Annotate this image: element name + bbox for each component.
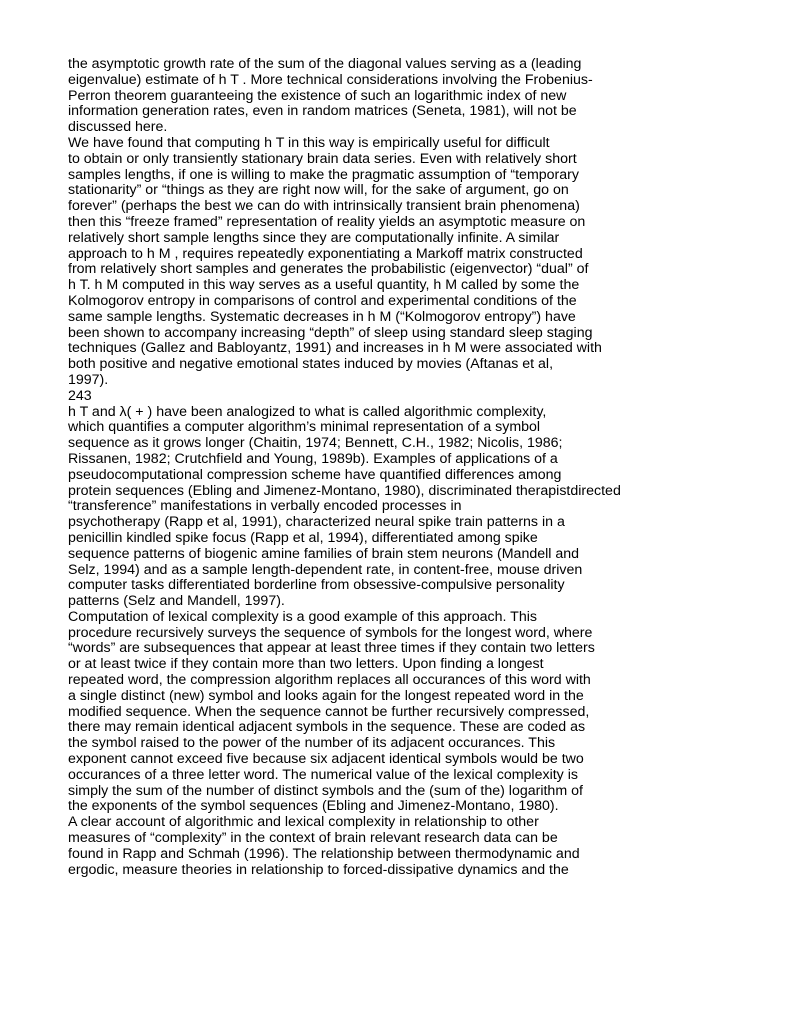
text-line: computer tasks differentiated borderline from obsessive-compulsive personality bbox=[68, 577, 565, 594]
text-line: We have found that computing h T in this way is empirically useful for difficult bbox=[68, 134, 550, 151]
text-line: A clear account of algorithmic and lexical complexity in relationship to other bbox=[68, 814, 539, 831]
text-line: Rissanen, 1982; Crutchfield and Young, 1989b). Examples of applications of a bbox=[68, 450, 558, 467]
text-line: techniques (Gallez and Babloyantz, 1991) and increases in h M were associated with bbox=[68, 340, 602, 357]
text-line: discussed here. bbox=[68, 119, 168, 136]
text-line: Computation of lexical complexity is a good example of this approach. This bbox=[68, 608, 537, 625]
text-line: forever” (perhaps the best we can do with intrinsically transient brain phenomena) bbox=[68, 198, 580, 215]
text-line: Perron theorem guaranteeing the existence of such an logarithmic index of new bbox=[68, 87, 567, 104]
text-line: 1997). bbox=[68, 371, 109, 388]
text-line: both positive and negative emotional states induced by movies (Aftanas et al, bbox=[68, 356, 554, 373]
text-line: or at least twice if they contain more than two letters. Upon finding a longest bbox=[68, 656, 544, 673]
text-line: h T and λ( + ) have been analogized to what is called algorithmic complexity, bbox=[68, 403, 547, 420]
text-line: occurances of a three letter word. The numerical value of the lexical complexity is bbox=[68, 766, 578, 783]
text-line: ergodic, measure theories in relationship to forced-dissipative dynamics and the bbox=[68, 861, 569, 878]
text-line: relatively short sample lengths since they are computationally infinite. A similar bbox=[68, 229, 560, 246]
text-line: sequence as it grows longer (Chaitin, 1974; Bennett, C.H., 1982; Nicolis, 1986; bbox=[68, 435, 563, 452]
text-line: the symbol raised to the power of the number of its adjacent occurances. This bbox=[68, 735, 556, 752]
text-line: approach to h M , requires repeatedly exponentiating a Markoff matrix constructed bbox=[68, 245, 583, 262]
page-number: 243 bbox=[68, 387, 92, 404]
text-line: then this “freeze framed” representation of reality yields an asymptotic measure on bbox=[68, 213, 586, 230]
text-line: modified sequence. When the sequence cannot be further recursively compressed, bbox=[68, 703, 590, 720]
body-text bbox=[68, 57, 800, 878]
text-line: found in Rapp and Schmah (1996). The relationship between thermodynamic and bbox=[68, 845, 580, 862]
text-line: h T. h M computed in this way serves as a useful quantity, h M called by some the bbox=[68, 277, 580, 294]
text-line: Selz, 1994) and as a sample length-dependent rate, in content-free, mouse driven bbox=[68, 561, 583, 578]
text-line: Kolmogorov entropy in comparisons of control and experimental conditions of the bbox=[68, 292, 577, 309]
text-line: measures of “complexity” in the context of brain relevant research data can be bbox=[68, 830, 558, 847]
text-line: a single distinct (new) symbol and looks again for the longest repeated word in the bbox=[68, 687, 584, 704]
text-line: penicillin kindled spike focus (Rapp et al, 1994), differentiated among spike bbox=[68, 529, 538, 546]
text-line: sequence patterns of biogenic amine families of brain stem neurons (Mandell and bbox=[68, 545, 580, 562]
text-line: stationarity” or “things as they are right now will, for the sake of argument, go on bbox=[68, 182, 569, 199]
text-line: protein sequences (Ebling and Jimenez-Montano, 1980), discriminated therapistdirected bbox=[68, 482, 621, 499]
text-line: information generation rates, even in random matrices (Seneta, 1981), will not be bbox=[68, 103, 577, 120]
text-line: samples lengths, if one is willing to make the pragmatic assumption of “temporary bbox=[68, 166, 579, 183]
text-line: patterns (Selz and Mandell, 1997). bbox=[68, 593, 285, 610]
text-line: same sample lengths. Systematic decreases in h M (“Kolmogorov entropy”) have bbox=[68, 308, 576, 325]
text-line: pseudocomputational compression scheme have quantified differences among bbox=[68, 466, 562, 483]
text-line: from relatively short samples and generates the probabilistic (eigenvector) “dual” of bbox=[68, 261, 589, 278]
text-line: procedure recursively surveys the sequence of symbols for the longest word, where bbox=[68, 624, 593, 641]
text-line: eigenvalue) estimate of h T . More technical considerations involving the Frobenius- bbox=[68, 71, 593, 88]
text-line: psychotherapy (Rapp et al, 1991), characterized neural spike train patterns in a bbox=[68, 514, 565, 531]
text-line: repeated word, the compression algorithm replaces all occurances of this word with bbox=[68, 672, 591, 689]
text-line: the exponents of the symbol sequences (Ebling and Jimenez-Montano, 1980). bbox=[68, 798, 559, 815]
text-line: simply the sum of the number of distinct symbols and the (sum of the) logarithm of bbox=[68, 782, 583, 799]
text-line: “transference” manifestations in verbally encoded processes in bbox=[68, 498, 462, 515]
text-line: which quantifies a computer algorithm’s minimal representation of a symbol bbox=[68, 419, 541, 436]
text-line: exponent cannot exceed five because six adjacent identical symbols would be two bbox=[68, 751, 584, 768]
text-line: “words” are subsequences that appear at least three times if they contain two letters bbox=[68, 640, 595, 657]
text-line: the asymptotic growth rate of the sum of the diagonal values serving as a (leading bbox=[68, 56, 582, 72]
text-line: to obtain or only transiently stationary brain data series. Even with relatively short bbox=[68, 150, 577, 167]
text-line: been shown to accompany increasing “depth” of sleep using standard sleep staging bbox=[68, 324, 593, 341]
text-line: there may remain identical adjacent symbols in the sequence. These are coded as bbox=[68, 719, 586, 736]
